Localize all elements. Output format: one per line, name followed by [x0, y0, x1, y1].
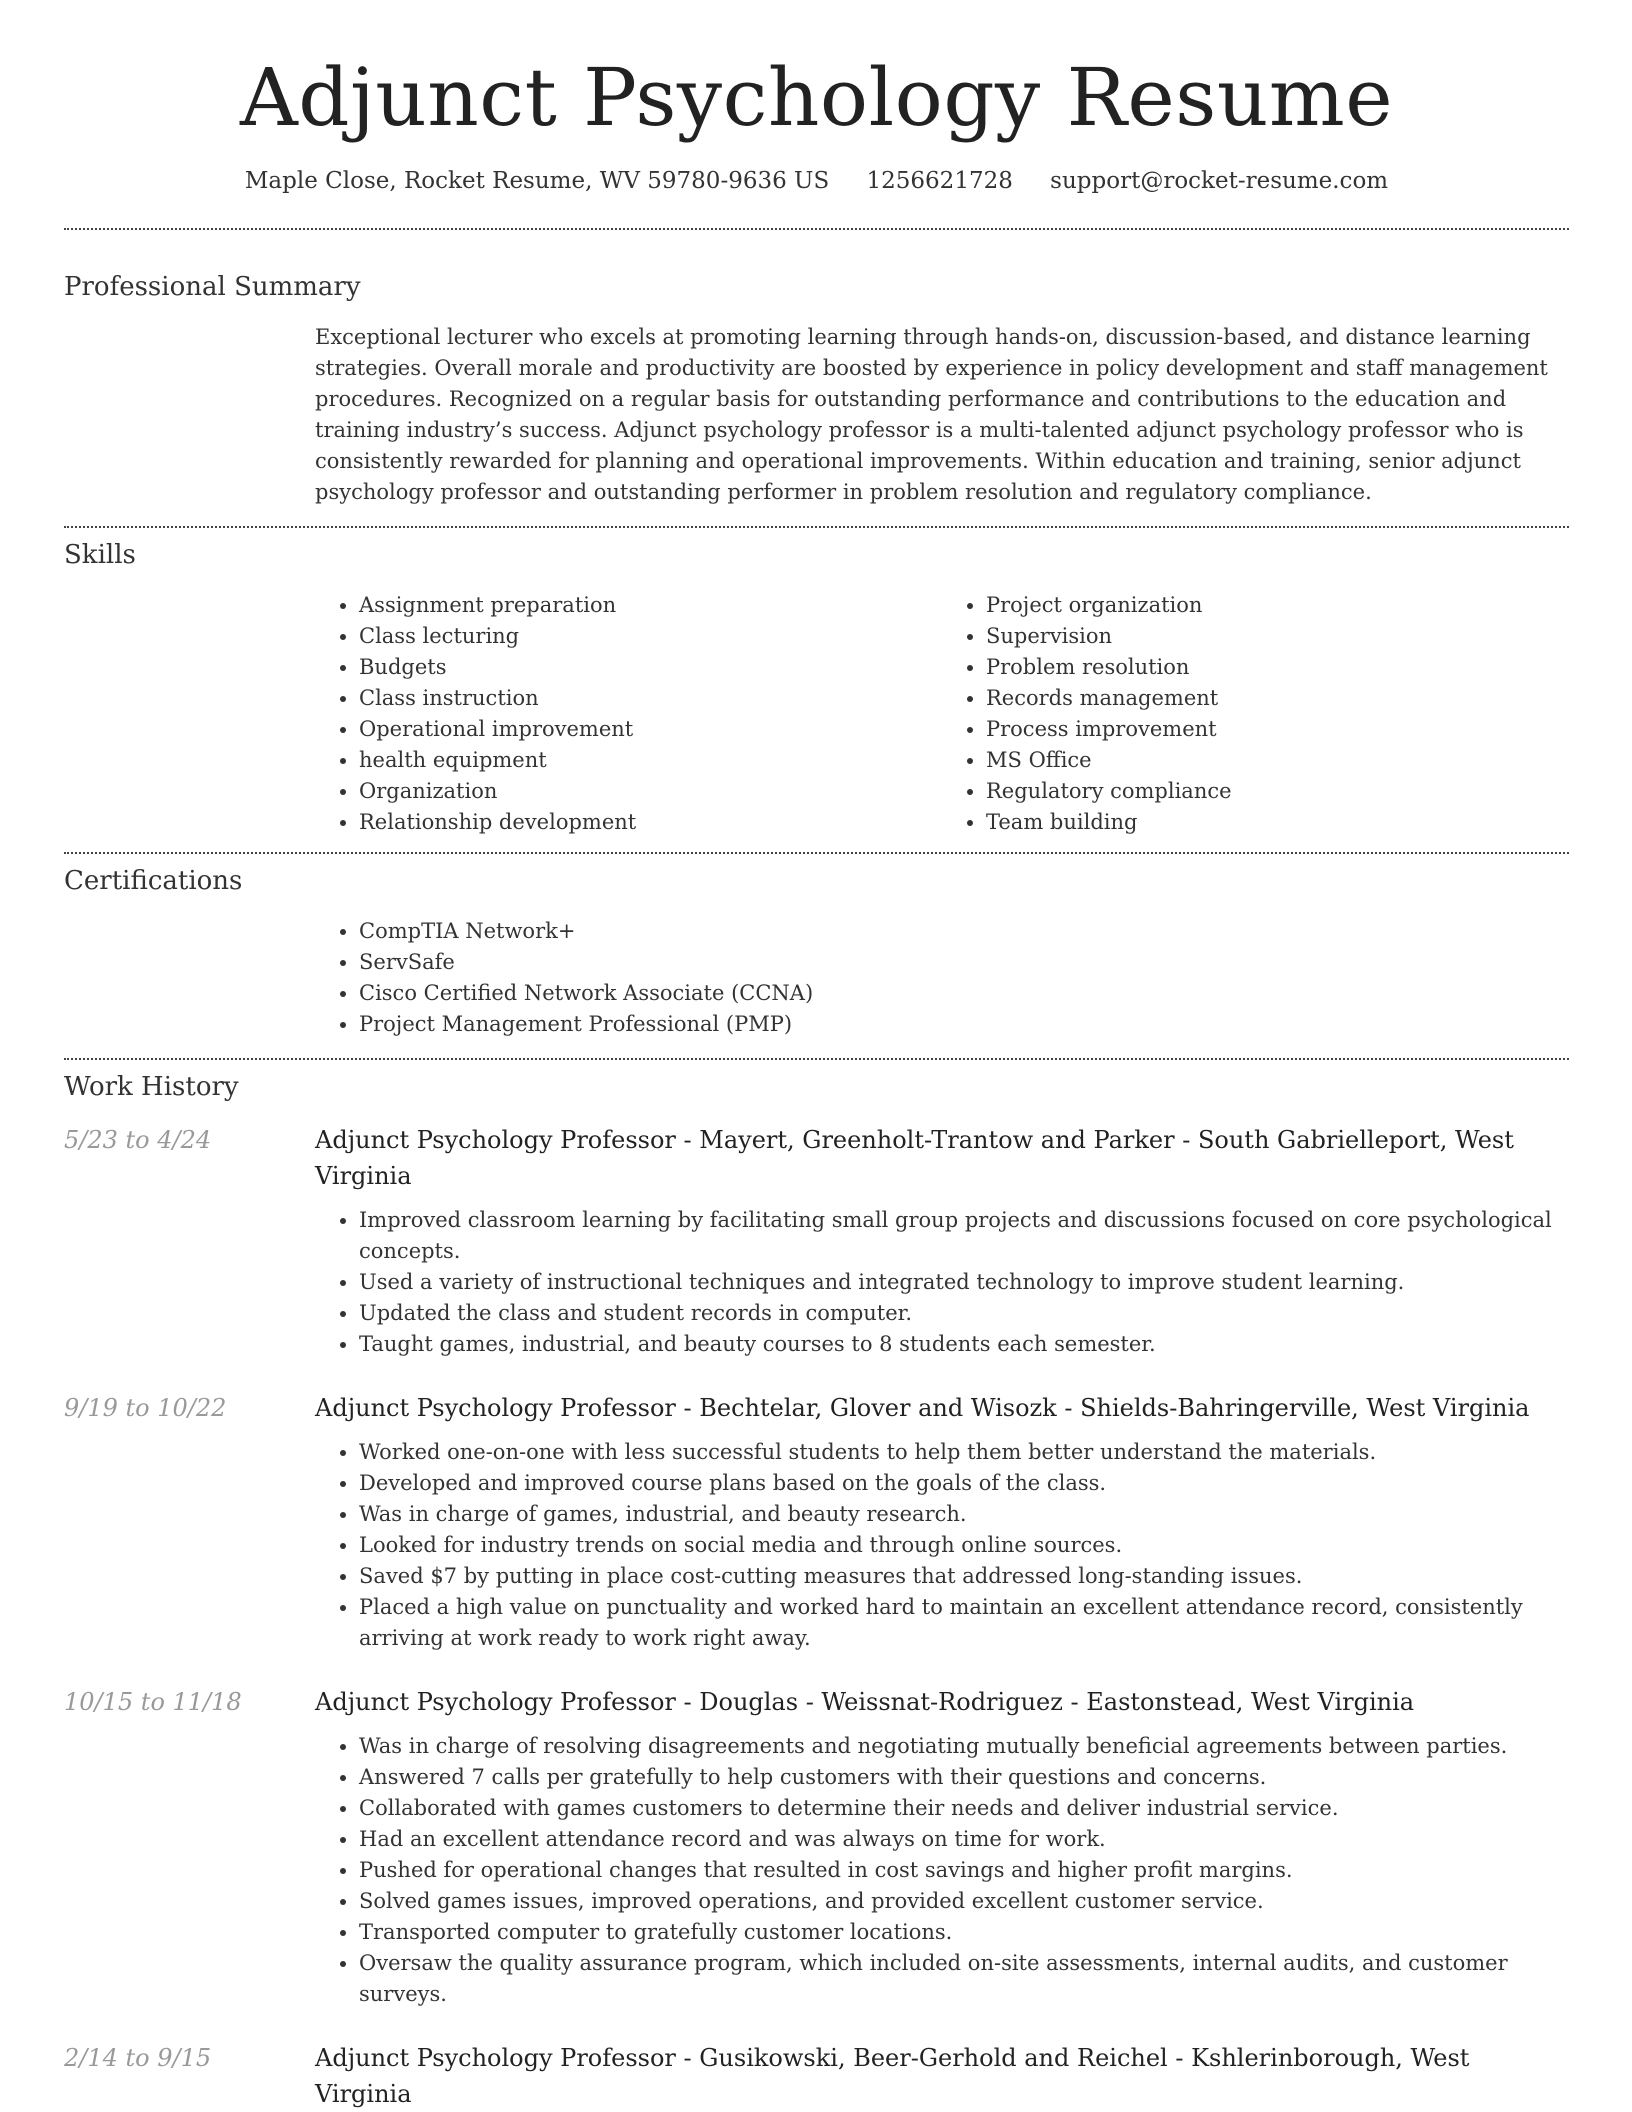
- job-bullet: • Taught games, industrial, and beauty courses to 8 students each semester.: [359, 1329, 1569, 1360]
- job-bullet: • Answered 7 calls per gratefully to help customers with their questions and concerns.: [359, 1762, 1569, 1793]
- work-history-section: [64, 1060, 1569, 2112]
- job-bullet: • Improved classroom learning by facilitating small group projects and discussions focused on core psychological concepts.: [359, 1205, 1569, 1267]
- contact-address: Maple Close, Rocket Resume, WV 59780-9636 US: [244, 168, 830, 194]
- job-title: Adjunct Psychology Professor - Douglas - Weissnat-Rodriguez - Eastonstead, West Virginia: [315, 1688, 1415, 1716]
- job-bullet: • Developed and improved course plans based on the goals of the class.: [359, 1468, 1569, 1499]
- job-detail: [315, 1390, 1569, 1654]
- job-bullet: • Oversaw the quality assurance program, which included on-site assessments, internal audits, and customer surveys.: [359, 1948, 1569, 2010]
- skill-item: • Regulatory compliance: [986, 776, 1569, 807]
- certification-item: • CompTIA Network+: [359, 916, 1569, 947]
- job-bullet: • Used a variety of instructional techniques and integrated technology to improve student learning.: [359, 1267, 1569, 1298]
- professional-summary-section: [64, 230, 1569, 526]
- certification-item: • Cisco Certified Network Associate (CCNA): [359, 978, 1569, 1009]
- skill-item: • Problem resolution: [986, 652, 1569, 683]
- job-bullet: • Collaborated with games customers to determine their needs and deliver industrial service.: [359, 1793, 1569, 1824]
- section-title-work-history: Work History: [64, 1072, 239, 1102]
- job-dates: 10/15 to 11/18: [64, 1688, 242, 1716]
- job-bullet: • Solved games issues, improved operations, and provided excellent customer service.: [359, 1886, 1569, 1917]
- job-entry: [64, 2040, 1569, 2112]
- job-bullet: • Was in charge of resolving disagreements and negotiating mutually beneficial agreements between parties.: [359, 1731, 1569, 1762]
- contact-line: [64, 168, 1569, 194]
- skill-item: • Relationship development: [359, 807, 942, 838]
- job-bullet: • Transported computer to gratefully customer locations.: [359, 1917, 1569, 1948]
- job-bullet: • Had an excellent attendance record and was always on time for work.: [359, 1824, 1569, 1855]
- certifications-section: [64, 854, 1569, 1058]
- section-title-skills: Skills: [64, 540, 136, 570]
- job-dates: 5/23 to 4/24: [64, 1126, 212, 1154]
- skill-item: • health equipment: [359, 745, 942, 776]
- job-title: Adjunct Psychology Professor - Mayert, Greenholt-Trantow and Parker - South Gabrielleport, West Virginia: [315, 1126, 1514, 1190]
- contact-phone: 1256621728: [866, 168, 1013, 194]
- job-entry: [64, 1122, 1569, 1360]
- resume-page: [64, 0, 1569, 2112]
- job-title: Adjunct Psychology Professor - Gusikowski, Beer-Gerhold and Reichel - Kshlerinborough, West Virginia: [315, 2044, 1470, 2108]
- job-bullets: [315, 1205, 1569, 1360]
- job-dates: 9/19 to 10/22: [64, 1394, 227, 1422]
- certification-item: • ServSafe: [359, 947, 1569, 978]
- skill-item: • Assignment preparation: [359, 590, 942, 621]
- skills-list-left: [315, 590, 942, 838]
- jobs-container: [64, 1122, 1569, 2112]
- skill-item: • Organization: [359, 776, 942, 807]
- skills-section: [64, 528, 1569, 852]
- skill-item: • Records management: [986, 683, 1569, 714]
- certifications-list: [315, 916, 1569, 1040]
- skills-list-right: [942, 590, 1569, 838]
- summary-text: Exceptional lecturer who excels at promoting learning through hands-on, discussion-based, and distance learning strategies. Overall morale and productivity are boosted by experience in policy development and staff management procedures. Recognized on a regular basis for outstanding performance and contributions to the education and training industry’s success. Adjunct psychology professor is a multi-talented adjunct psychology professor who is consistently rewarded for planning and operational improvements. Within education and training, senior adjunct psychology professor and outstanding performer in problem resolution and regulatory compliance.: [315, 325, 1548, 504]
- skill-item: • Supervision: [986, 621, 1569, 652]
- job-bullet: • Updated the class and student records in computer.: [359, 1298, 1569, 1329]
- contact-email: support@rocket-resume.com: [1050, 168, 1389, 194]
- section-title-summary: Professional Summary: [64, 272, 361, 302]
- job-bullets: [315, 1437, 1569, 1654]
- skill-item: • Project organization: [986, 590, 1569, 621]
- job-detail: [315, 1684, 1569, 2010]
- skill-item: • Process improvement: [986, 714, 1569, 745]
- job-detail: [315, 2040, 1569, 2112]
- job-bullet: • Placed a high value on punctuality and worked hard to maintain an excellent attendance record, consistently arriving at work ready to work right away.: [359, 1592, 1569, 1654]
- skill-item: • Operational improvement: [359, 714, 942, 745]
- job-bullet: • Looked for industry trends on social media and through online sources.: [359, 1530, 1569, 1561]
- skill-item: • Team building: [986, 807, 1569, 838]
- job-entry: [64, 1684, 1569, 2010]
- job-bullet: • Was in charge of games, industrial, and beauty research.: [359, 1499, 1569, 1530]
- job-title: Adjunct Psychology Professor - Bechtelar, Glover and Wisozk - Shields-Bahringerville, West Virginia: [315, 1394, 1530, 1422]
- skill-item: • Class lecturing: [359, 621, 942, 652]
- resume-title: Adjunct Psychology Resume: [239, 51, 1394, 144]
- section-title-certifications: Certifications: [64, 866, 243, 896]
- job-bullet: • Worked one-on-one with less successful students to help them better understand the materials.: [359, 1437, 1569, 1468]
- job-detail: [315, 1122, 1569, 1360]
- skill-item: • MS Office: [986, 745, 1569, 776]
- job-bullet: • Saved $7 by putting in place cost-cutting measures that addressed long-standing issues.: [359, 1561, 1569, 1592]
- job-dates: 2/14 to 9/15: [64, 2044, 212, 2072]
- job-bullets: [315, 1731, 1569, 2010]
- certification-item: • Project Management Professional (PMP): [359, 1009, 1569, 1040]
- skills-columns: [315, 590, 1569, 838]
- skill-item: • Budgets: [359, 652, 942, 683]
- skill-item: • Class instruction: [359, 683, 942, 714]
- job-bullet: • Pushed for operational changes that resulted in cost savings and higher profit margins.: [359, 1855, 1569, 1886]
- job-entry: [64, 1390, 1569, 1654]
- certifications-body: [315, 916, 1569, 1040]
